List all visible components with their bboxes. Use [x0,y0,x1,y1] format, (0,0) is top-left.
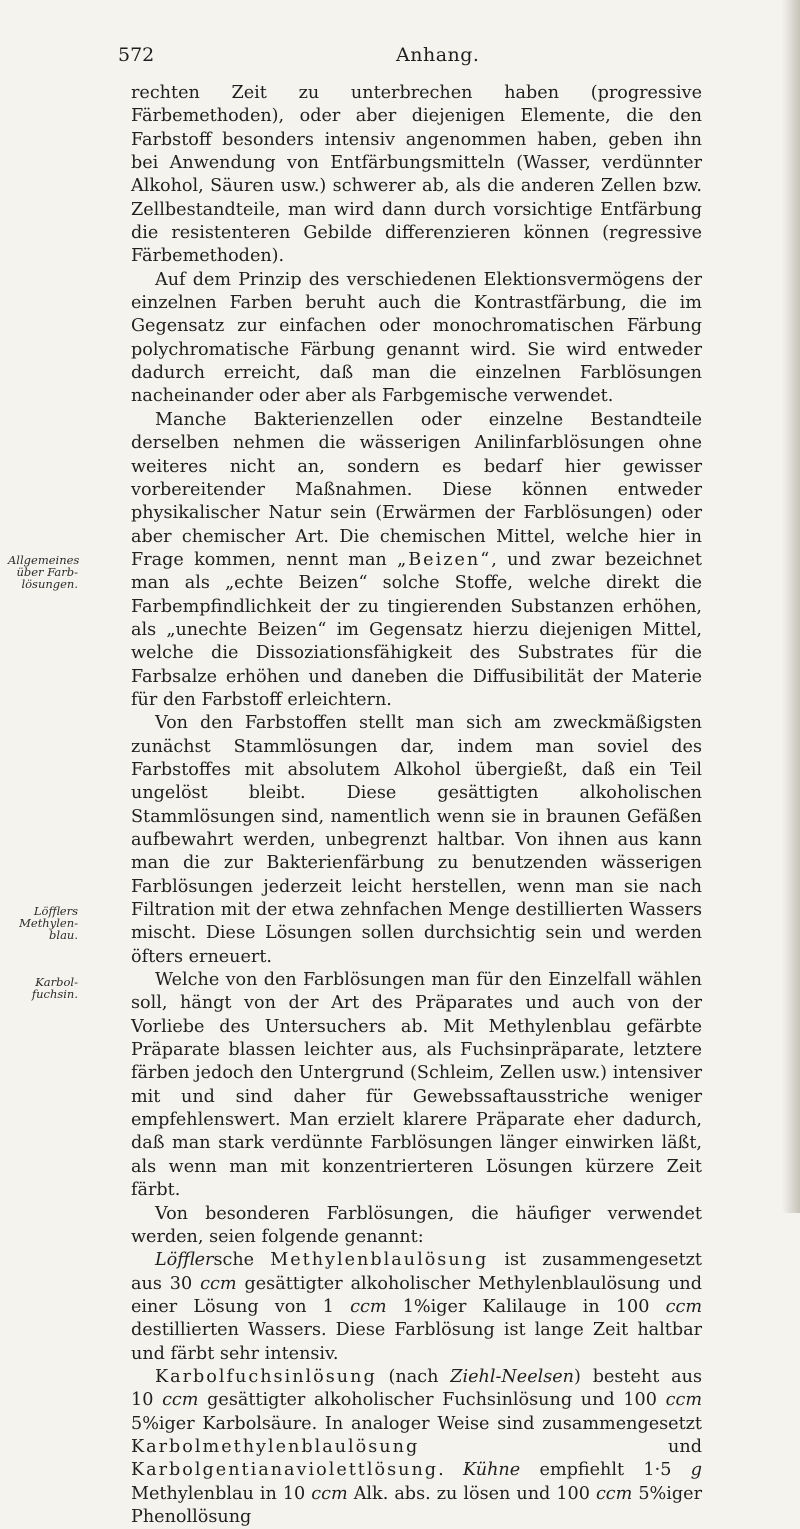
p8-text-a: (nach [376,1366,451,1387]
p8-text-d: 5%iger Karbolsäure. In analoger Weise sind zusammengesetzt [131,1413,702,1434]
paragraph-5: Welche von den Farblösungen man für den Einzelfall wählen soll, hängt von der Art des Präparates und auch von der Vorliebe des Untersuchers ab. Mit Methylenblau gefärbte Präparate blassen leichter aus, als Fuchsinpräparate, letztere färben jedoch den Untergrund (Schleim, Zellen usw.) intensiver mit und sind daher für Gewebssaftausstriche weniger empfehlenswert. Man erzielt klarere Präparate eher dadurch, daß man stark verdünnte Farblösungen länger einwirken läßt, als wenn man mit konzentrierteren Lösungen kürzere Zeit färbt. [131,970,702,1201]
p3-term-beizen: „Beizen“ [397,549,492,570]
page-header [108,44,698,70]
p7-text-b: gesättigter alkoholischer Methylenblaulösung und einer Lösung von 1 [131,1273,703,1317]
author-ziehl-neelsen: Ziehl-Neelsen [450,1366,575,1387]
paragraph-1: rechten Zeit zu unterbrechen haben (progressive Färbemethoden), oder aber diejenigen Elemente, die den Farbstoff besonders intensiv angenommen haben, geben ihn bei Anwendung von Entfärbungsmitteln (Wasser, verdünnter Alkohol, Säuren usw.) schwerer ab, als die anderen Zellen bzw. Zellbestandteile, man wird dann durch vorsichtige Entfärbung die resistenteren Gebilde differenzieren können (regressive Färbemethoden). [131,83,702,267]
page-number: 572 [118,44,155,66]
unit-ccm: ccm [665,1296,702,1317]
p7-text-a: ist zusammengesetzt aus 30 [131,1250,702,1294]
margin-note-farbloesungen: Allgemeines über Farb-lösungen. [8,553,80,591]
margin-note-karbolfuchsin: Karbol-fuchsin. [31,975,78,1001]
unit-ccm: ccm [350,1296,387,1317]
p8-text-f: . [438,1460,464,1481]
author-kuehne: Kühne [463,1460,521,1481]
paragraph-6: Von besonderen Farblösungen, die häufiger verwendet werden, seien folgende genannt: [131,1203,702,1247]
p7-suffix: sche [213,1250,271,1271]
paragraph-loeffler [131,1249,702,1366]
term-karbolfuchsinloesung: Karbolfuchsinlösung [155,1366,377,1387]
unit-ccm: ccm [665,1390,703,1411]
p8-text-b: ) besteht aus 10 [131,1366,702,1411]
paragraph-karbolfuchsin [131,1366,702,1529]
paragraph-4: Von den Farbstoffen stellt man sich am zweckmäßigsten zunächst Stammlösungen dar, indem man soviel des Farbstoffes mit absolutem Alkohol übergießt, daß ein Teil ungelöst bleibt. Diese gesättigten alkoholischen Stammlösungen sind, namentlich wenn sie in braunen Gefäßen aufbewahrt werden, unbegrenzt haltbar. Von ihnen aus kann man die zur Bakterienfärbung zu benutzenden wässerigen Farblösungen jederzeit leicht herstellen, wenn man sie nach Filtration mit der etwa zehnfachen Menge destillierten Wassers mischt. Diese Lösungen sollen durchsichtig sein und werden öfters erneuert. [131,713,702,967]
paragraph-2: Auf dem Prinzip des verschiedenen Elektionsvermögens der einzelnen Farben beruht auch die Kontrastfärbung, die im Gegensatz zur einfachen oder monochromatischen Färbung polychromatische Färbung genannt wird. Sie wird entweder dadurch erreicht, daß man die einzelnen Farblösungen nacheinander oder aber als Farbgemische verwendet. [131,269,702,407]
page-edge-shadow [782,0,800,1213]
term-karbolmethylenblauloesung: Karbolmethylenblaulösung [131,1436,420,1457]
unit-ccm: ccm [595,1483,633,1504]
running-title: Anhang. [396,44,480,66]
unit-ccm: ccm [200,1273,237,1294]
p3-text-a: Manche Bakterienzellen oder einzelne Bestandteile derselben nehmen die wässerigen Anilinfarblösungen ohne weiteres nicht an, sondern es bedarf hier gewisser vorbereitender Maßnahmen. Diese können entweder physikalischer Natur sein (Erwärmen der Farblösungen) oder aber chemischer Art. Die chemischen Mittel, welche hier in Frage kommen, nennt man [131,409,702,570]
paragraph-3 [131,409,702,712]
p8-text-e: und [419,1436,702,1457]
p8-text-i: Alk. abs. zu lösen und 100 [347,1483,596,1504]
p7-text-c: 1%iger Kalilauge in 100 [386,1296,666,1317]
unit-ccm: ccm [311,1483,348,1504]
p8-text-g: empfiehlt 1·5 [520,1460,691,1481]
unit-g: g [690,1460,703,1481]
p8-text-j: 5%iger Phenollösung [131,1483,702,1527]
p8-text-h: Methylenblau in 10 [131,1483,312,1504]
main-text [131,82,702,1529]
p8-text-c: gesättigter alkoholischer Fuchsinlösung und 100 [198,1390,666,1411]
author-loeffler: Löffler [155,1250,214,1271]
p7-text-d: destillierten Wassers. Diese Farblösung ist lange Zeit haltbar und färbt sehr intensiv. [131,1320,702,1364]
margin-note-methylenblau: Löfflers Methylen-blau. [19,904,78,942]
p3-text-c: , und zwar bezeichnet man als „echte Beizen“ solche Stoffe, welche direkt die Farbempfindlichkeit der zu tingierenden Substanzen erhöhen, als „unechte Beizen“ im Gegensatz hierzu diejenigen Mittel, welche die Dissoziationsfähigkeit des Substrates für die Farbsalze erhöhen und daneben die Diffusibilität der Materie für den Farbstoff erleichtern. [131,549,702,710]
term-methylenblauloesung: Methylenblaulösung [270,1250,489,1271]
unit-ccm: ccm [162,1390,199,1411]
term-karbolgentianaviolettloesung: Karbolgentianaviolettlösung [131,1460,439,1481]
